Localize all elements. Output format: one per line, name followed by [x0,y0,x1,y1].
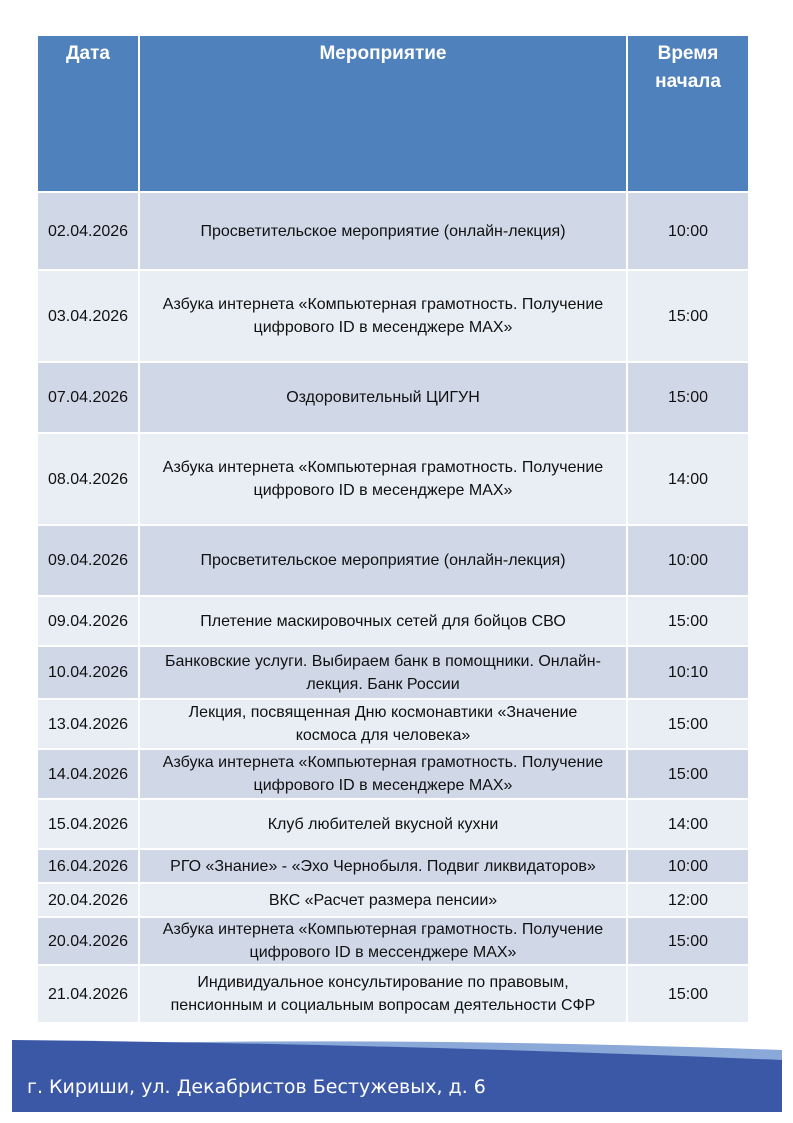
header-time-line2: начала [655,71,721,92]
row-event-line: Оздоровительный ЦИГУН [286,389,480,406]
table-header [37,35,749,192]
row-event [139,965,627,1023]
row-date: 08.04.2026 [37,433,139,525]
header-event: Мероприятие [139,35,627,192]
table-row [37,192,749,270]
row-event-line: Просветительское мероприятие (онлайн-лекция) [200,552,566,569]
row-date: 20.04.2026 [37,883,139,917]
table-row [37,646,749,699]
header-time-line1: Время [657,43,719,64]
row-event-line: Лекция, посвященная Дню космонавтики «Значение [188,704,578,721]
row-event-line: лекция. Банк России [306,675,460,693]
row-date: 10.04.2026 [37,646,139,699]
row-event [139,799,627,849]
row-event-line: цифрового ID в мессенджере MAX» [249,944,517,961]
row-event-line: Банковские услуги. Выбираем банк в помощники. Онлайн- [165,652,601,670]
row-event-line: Азбука интернета «Компьютерная грамотность. Получение [162,921,604,938]
header-row [37,35,749,192]
row-event [139,433,627,525]
table-row [37,270,749,362]
row-time: 15:00 [627,699,749,749]
row-time: 15:00 [627,362,749,433]
row-event-line: цифрового ID в месенджере MAX» [253,482,513,499]
table-row [37,883,749,917]
table-body [37,192,749,1023]
row-date: 07.04.2026 [37,362,139,433]
row-event-line: Азбука интернета «Компьютерная грамотность. Получение [162,296,604,313]
table-row [37,362,749,433]
row-event-line: Индивидуальное консультирование по правовым, [197,974,569,991]
row-event-line: Азбука интернета «Компьютерная грамотность. Получение [162,754,604,771]
row-date: 14.04.2026 [37,749,139,799]
row-event [139,596,627,646]
table-row [37,917,749,965]
row-time: 15:00 [627,749,749,799]
row-event [139,270,627,362]
table-row [37,849,749,883]
row-event-line: Плетение маскировочных сетей для бойцов СВО [200,612,566,630]
row-event [139,883,627,917]
row-time: 15:00 [627,965,749,1023]
table-row [37,596,749,646]
row-event-line: Просветительское мероприятие (онлайн-лекция) [200,222,566,240]
row-date: 15.04.2026 [37,799,139,849]
table-row [37,749,749,799]
row-event [139,917,627,965]
row-time: 12:00 [627,883,749,917]
row-time: 10:10 [627,646,749,699]
row-event-line: цифрового ID в месенджере MAX» [253,319,513,336]
row-event [139,849,627,883]
row-event [139,362,627,433]
table-row [37,433,749,525]
row-date: 16.04.2026 [37,849,139,883]
row-event-line: ВКС «Расчет размера пенсии» [268,891,498,909]
row-time: 10:00 [627,849,749,883]
row-date: 09.04.2026 [37,525,139,596]
row-event-line: Азбука интернета «Компьютерная грамотность. Получение [162,459,604,476]
row-event [139,525,627,596]
table-row [37,699,749,749]
row-date: 09.04.2026 [37,596,139,646]
row-event-line: пенсионным и социальным вопросам деятельности СФР [170,997,596,1014]
row-date: 20.04.2026 [37,917,139,965]
row-event [139,646,627,699]
row-time: 14:00 [627,799,749,849]
events-table [36,34,750,1024]
row-time: 15:00 [627,596,749,646]
row-date: 03.04.2026 [37,270,139,362]
row-time: 10:00 [627,525,749,596]
table-row [37,799,749,849]
row-event [139,192,627,270]
table-row [37,525,749,596]
row-date: 13.04.2026 [37,699,139,749]
row-time: 14:00 [627,433,749,525]
row-time: 15:00 [627,917,749,965]
row-event-line: Клуб любителей вкусной кухни [267,815,499,833]
row-event-line: РГО «Знание» - «Эхо Чернобыля. Подвиг ликвидаторов» [170,857,596,875]
row-date: 21.04.2026 [37,965,139,1023]
footer-address: г. Кириши, ул. Декабристов Бестужевых, д. 6 [27,1076,486,1098]
row-date: 02.04.2026 [37,192,139,270]
row-event-line: цифрового ID в месенджере MAX» [253,777,513,794]
row-event [139,699,627,749]
header-date: Дата [37,35,139,192]
row-time: 15:00 [627,270,749,362]
row-event-line: космоса для человека» [295,727,471,744]
row-time: 10:00 [627,192,749,270]
table-row [37,965,749,1023]
header-time [627,35,749,192]
row-event [139,749,627,799]
